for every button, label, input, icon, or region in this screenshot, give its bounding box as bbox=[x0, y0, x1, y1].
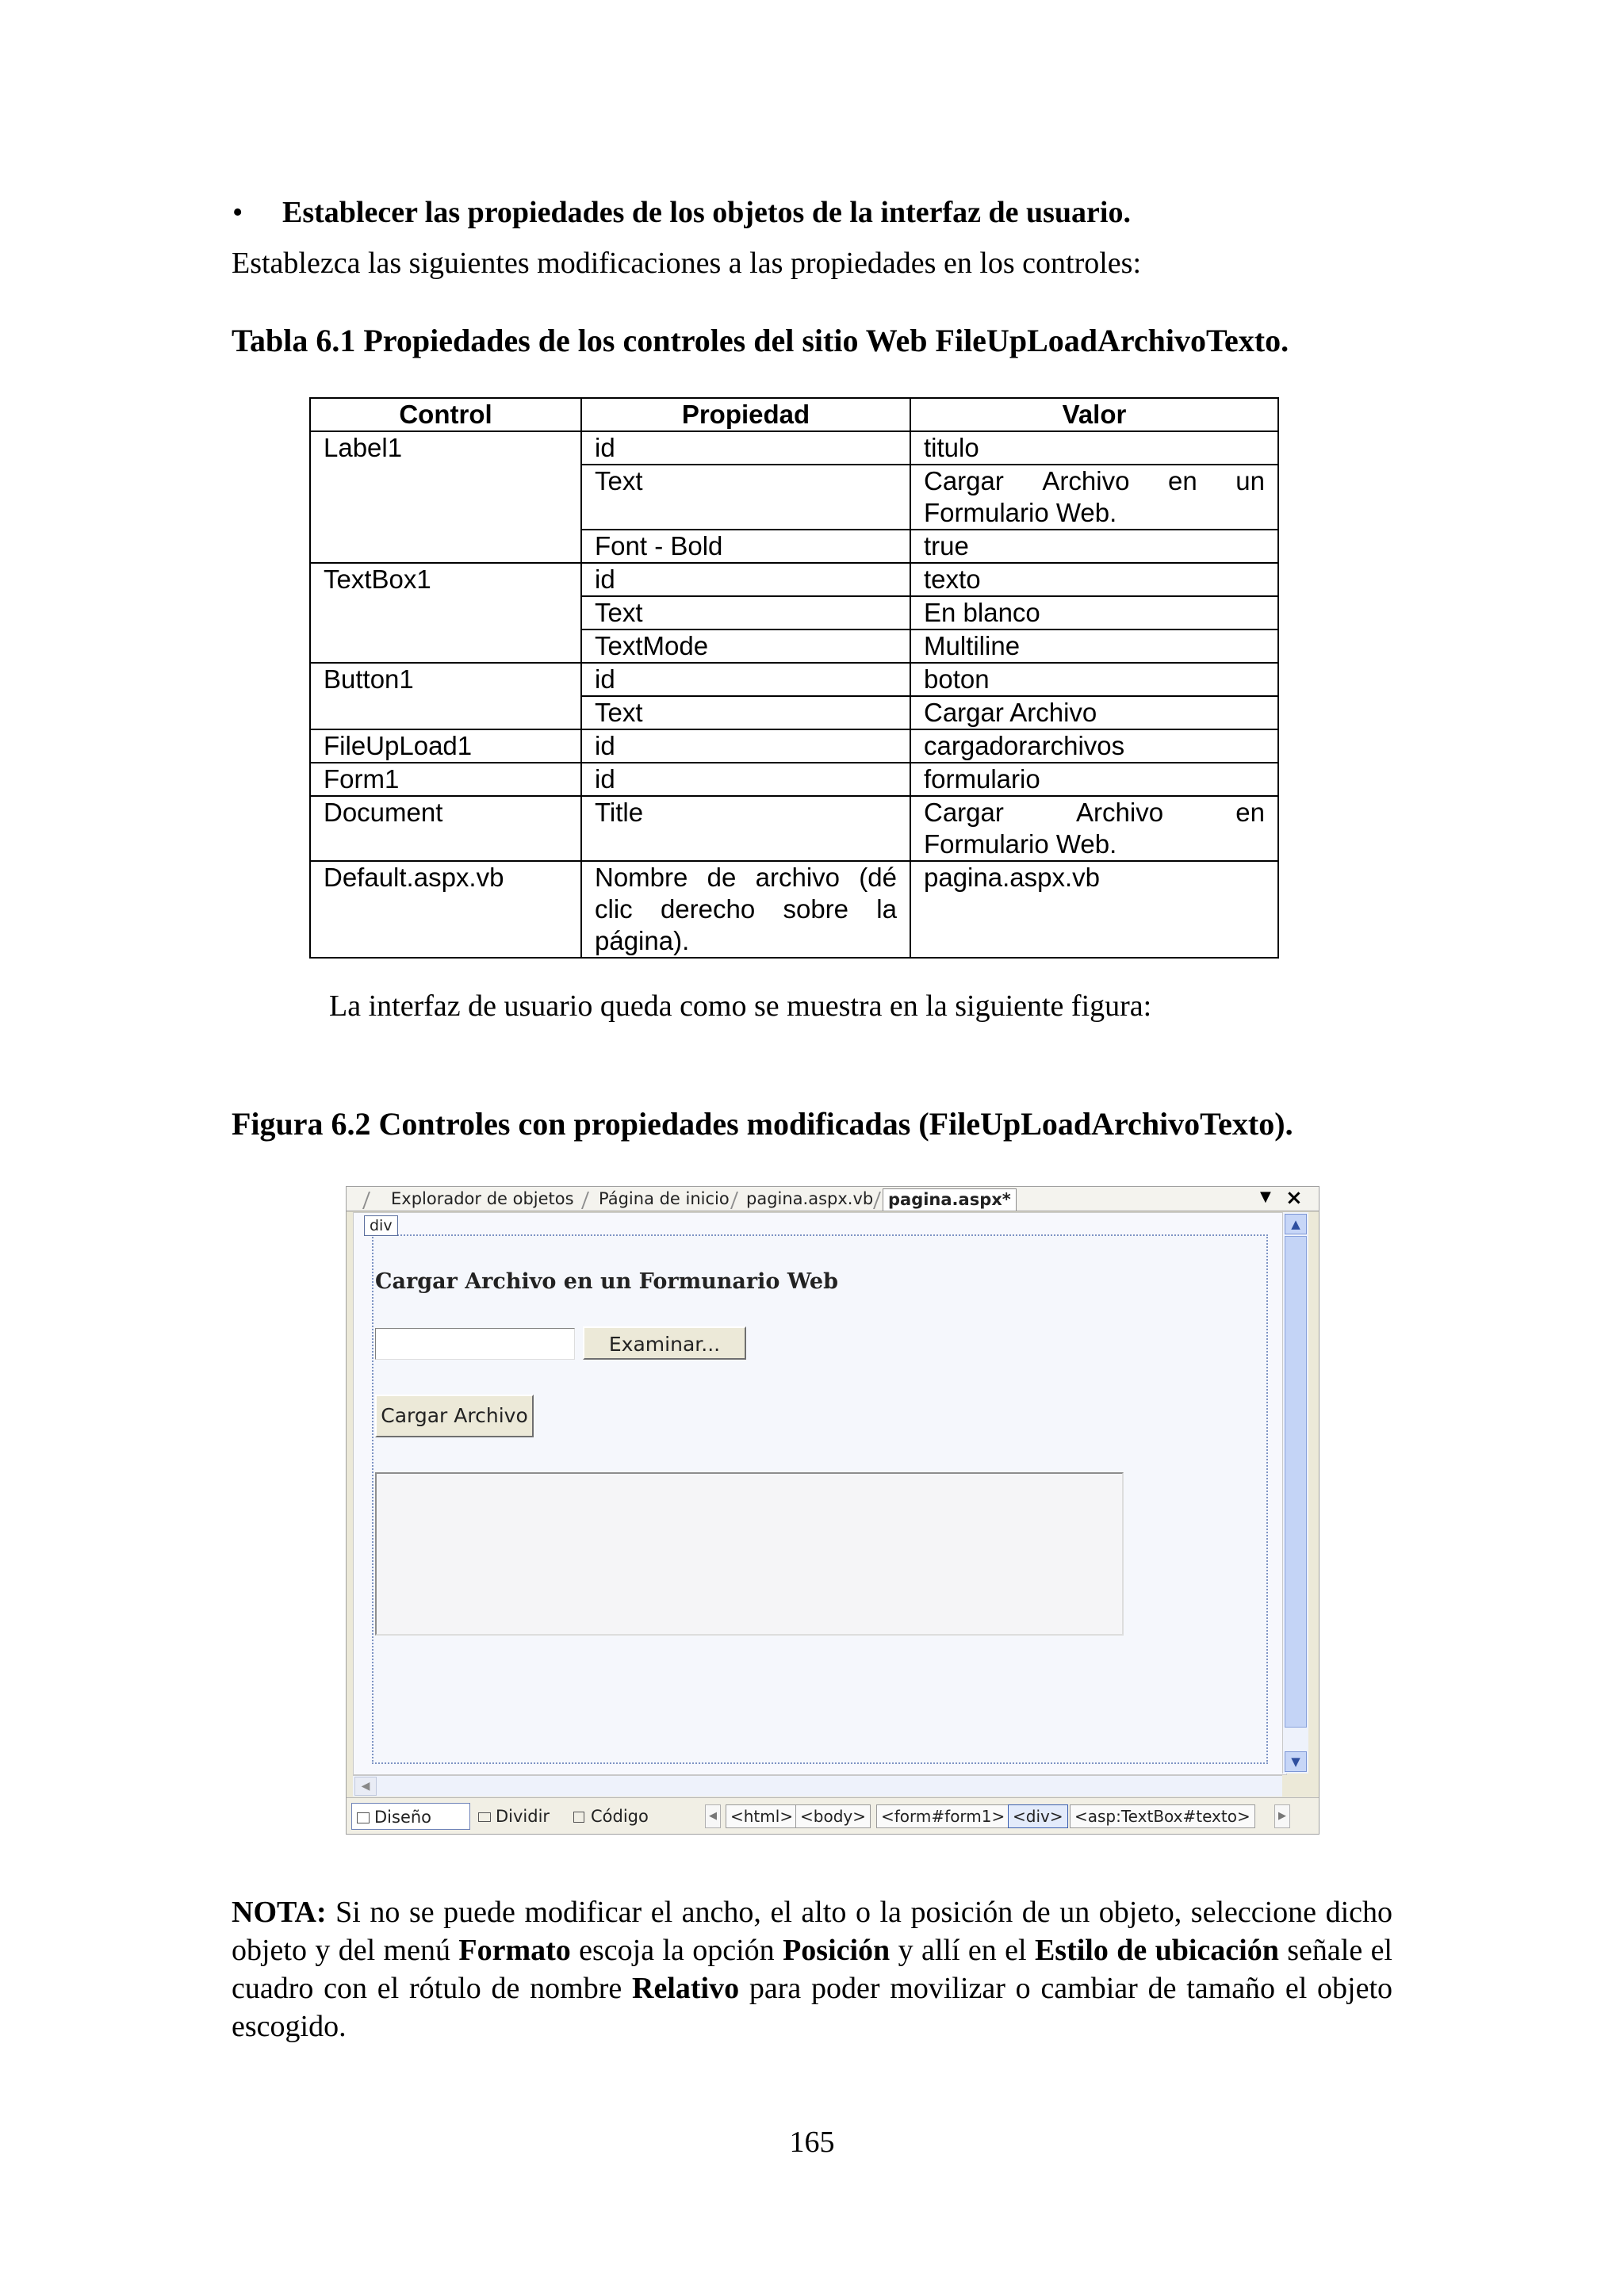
value-word: Cargar bbox=[924, 798, 1004, 827]
tab-source-view[interactable] bbox=[569, 1803, 653, 1830]
tag-html[interactable]: <html> bbox=[726, 1804, 798, 1828]
tag-form[interactable]: <form#form1> bbox=[876, 1804, 1009, 1828]
cell-control: Default.aspx.vb bbox=[310, 861, 581, 958]
cell-control: TextBox1 bbox=[310, 563, 581, 596]
cell-property: Title bbox=[581, 796, 910, 861]
scroll-thumb[interactable] bbox=[1285, 1236, 1307, 1728]
note-emphasis: Estilo de ubicación bbox=[1034, 1934, 1279, 1967]
cell-value: boton bbox=[910, 663, 1278, 696]
tab-start-page[interactable]: Página de inicio bbox=[599, 1189, 730, 1208]
figure-intro: La interfaz de usuario queda como se muestra en la siguiente figura: bbox=[329, 989, 1152, 1023]
property-word: clic bbox=[595, 894, 633, 924]
cell-value: formulario bbox=[910, 763, 1278, 796]
cell-control bbox=[310, 696, 581, 729]
note-text: Si no se puede modificar el ancho, el alto o la posición de un objeto, seleccione dicho objeto y del menú bbox=[232, 1896, 1392, 1967]
vertical-scrollbar[interactable] bbox=[1282, 1212, 1308, 1774]
note-text: señale el cuadro con el rótulo de nombre bbox=[232, 1934, 1392, 2005]
div-tag-badge[interactable]: div bbox=[364, 1215, 398, 1236]
page-heading-label[interactable]: Cargar Archivo en un Formunario Web bbox=[375, 1269, 838, 1294]
table-row bbox=[310, 861, 1278, 958]
cell-control bbox=[310, 530, 581, 563]
property-word: archivo bbox=[755, 863, 841, 892]
tab-code-behind[interactable]: pagina.aspx.vb bbox=[746, 1189, 874, 1208]
value-line: Formulario Web. bbox=[924, 829, 1117, 859]
table-row bbox=[310, 763, 1278, 796]
tag-nav-left-icon[interactable]: ◀ bbox=[705, 1804, 721, 1828]
figure-caption: Figura 6.2 Controles con propiedades modificadas (FileUpLoadArchivoTexto). bbox=[232, 1106, 1293, 1142]
file-path-input[interactable] bbox=[375, 1328, 575, 1360]
browse-button[interactable]: Examinar... bbox=[583, 1326, 746, 1360]
note-text: para poder movilizar o cambiar de tamaño el objeto escogido. bbox=[232, 1972, 1392, 2043]
table-row bbox=[310, 431, 1278, 465]
scroll-up-icon[interactable]: ▲ bbox=[1285, 1214, 1307, 1234]
value-line bbox=[924, 465, 1265, 497]
table-row bbox=[310, 465, 1278, 530]
cell-value: true bbox=[910, 530, 1278, 563]
cell-value bbox=[910, 796, 1278, 861]
tag-body[interactable]: <body> bbox=[795, 1804, 871, 1828]
note-emphasis: Posición bbox=[783, 1934, 891, 1967]
cell-control: FileUpLoad1 bbox=[310, 729, 581, 763]
scroll-left-icon[interactable]: ◀ bbox=[354, 1777, 377, 1796]
tab-list-arrow-icon[interactable]: ▼ bbox=[1260, 1188, 1271, 1205]
cell-control: Label1 bbox=[310, 431, 581, 465]
tab-active-page[interactable]: pagina.aspx* bbox=[883, 1188, 1017, 1211]
cell-value bbox=[910, 465, 1278, 530]
property-line bbox=[595, 862, 897, 894]
tab-separator bbox=[581, 1192, 589, 1209]
design-view-icon bbox=[357, 1812, 370, 1823]
tab-separator bbox=[873, 1192, 881, 1209]
cell-property: id bbox=[581, 763, 910, 796]
page-number: 165 bbox=[789, 2126, 835, 2159]
value-word: en bbox=[1235, 798, 1265, 827]
tab-split-view[interactable] bbox=[473, 1803, 554, 1830]
cell-value: pagina.aspx.vb bbox=[910, 861, 1278, 958]
cell-property bbox=[581, 861, 910, 958]
split-view-icon bbox=[478, 1812, 491, 1822]
tab-separator bbox=[362, 1192, 370, 1209]
view-tab-label: Dividir bbox=[496, 1807, 550, 1826]
note-text: y allí en el bbox=[890, 1934, 1035, 1967]
property-word: de bbox=[707, 863, 737, 892]
cell-value: Cargar Archivo bbox=[910, 696, 1278, 729]
source-view-icon bbox=[573, 1812, 584, 1823]
table-header-row bbox=[310, 398, 1278, 431]
property-word: sobre bbox=[783, 894, 849, 924]
tab-separator bbox=[730, 1192, 738, 1209]
header-value: Valor bbox=[910, 398, 1278, 431]
tag-textbox[interactable]: <asp:TextBox#texto> bbox=[1070, 1804, 1255, 1828]
cell-value: En blanco bbox=[910, 596, 1278, 629]
note-emphasis: Relativo bbox=[632, 1972, 740, 2005]
value-word: un bbox=[1235, 466, 1265, 496]
view-tab-label: Diseño bbox=[374, 1808, 432, 1827]
cell-value: titulo bbox=[910, 431, 1278, 465]
cell-control bbox=[310, 465, 581, 530]
document-tab-bar bbox=[347, 1187, 1319, 1211]
view-status-bar bbox=[347, 1797, 1319, 1835]
view-tab-label: Código bbox=[591, 1807, 649, 1826]
table-row bbox=[310, 629, 1278, 663]
cell-value: texto bbox=[910, 563, 1278, 596]
property-line: página). bbox=[595, 926, 690, 955]
value-line: Formulario Web. bbox=[924, 498, 1117, 527]
property-line bbox=[595, 894, 897, 925]
intro-paragraph: Establezca las siguientes modificaciones a las propiedades en los controles: bbox=[232, 247, 1142, 280]
tag-div[interactable]: <div> bbox=[1008, 1804, 1068, 1828]
header-control: Control bbox=[310, 398, 581, 431]
note-label: NOTA: bbox=[232, 1896, 327, 1929]
cell-control: Document bbox=[310, 796, 581, 861]
table-row bbox=[310, 596, 1278, 629]
property-word: (dé bbox=[859, 863, 897, 892]
cell-property: Font - Bold bbox=[581, 530, 910, 563]
table-row bbox=[310, 696, 1278, 729]
cell-property: Text bbox=[581, 596, 910, 629]
cell-property: id bbox=[581, 563, 910, 596]
note-paragraph bbox=[232, 1893, 1392, 2045]
cell-property: id bbox=[581, 431, 910, 465]
header-property: Propiedad bbox=[581, 398, 910, 431]
ide-screenshot bbox=[346, 1186, 1320, 1835]
table-row bbox=[310, 530, 1278, 563]
note-emphasis: Formato bbox=[458, 1934, 571, 1967]
close-icon[interactable]: × bbox=[1285, 1186, 1303, 1210]
table-row bbox=[310, 729, 1278, 763]
cell-control: Form1 bbox=[310, 763, 581, 796]
table-caption: Tabla 6.1 Propiedades de los controles del sitio Web FileUpLoadArchivoTexto. bbox=[232, 323, 1289, 358]
value-word: Cargar bbox=[924, 466, 1004, 496]
scroll-down-icon[interactable]: ▼ bbox=[1285, 1751, 1307, 1772]
table-row bbox=[310, 796, 1278, 861]
value-word: en bbox=[1168, 466, 1197, 496]
value-word: Archivo bbox=[1076, 798, 1164, 827]
multiline-textbox[interactable] bbox=[375, 1472, 1124, 1636]
cell-value: cargadorarchivos bbox=[910, 729, 1278, 763]
cell-control bbox=[310, 596, 581, 629]
table-row bbox=[310, 663, 1278, 696]
value-word: Archivo bbox=[1042, 466, 1130, 496]
section-heading: Establecer las propiedades de los objetos de la interfaz de usuario. bbox=[282, 196, 1131, 229]
tag-nav-right-icon[interactable]: ▶ bbox=[1274, 1804, 1290, 1828]
properties-table bbox=[309, 397, 1279, 959]
cell-control bbox=[310, 629, 581, 663]
cell-property: Text bbox=[581, 465, 910, 530]
cell-property: Text bbox=[581, 696, 910, 729]
property-word: derecho bbox=[660, 894, 756, 924]
bullet-symbol: • bbox=[232, 196, 243, 229]
table-row bbox=[310, 563, 1278, 596]
note-text: escoja la opción bbox=[570, 1934, 783, 1967]
upload-file-button[interactable]: Cargar Archivo bbox=[375, 1395, 534, 1437]
horizontal-scrollbar[interactable] bbox=[353, 1775, 1282, 1797]
cell-control: Button1 bbox=[310, 663, 581, 696]
tab-design-view[interactable] bbox=[351, 1803, 470, 1830]
cell-property: id bbox=[581, 663, 910, 696]
cell-property: TextMode bbox=[581, 629, 910, 663]
cell-value: Multiline bbox=[910, 629, 1278, 663]
tab-object-browser[interactable]: Explorador de objetos bbox=[391, 1189, 574, 1208]
value-line bbox=[924, 797, 1265, 828]
property-word: Nombre bbox=[595, 863, 688, 892]
property-word: la bbox=[876, 894, 897, 924]
cell-property: id bbox=[581, 729, 910, 763]
